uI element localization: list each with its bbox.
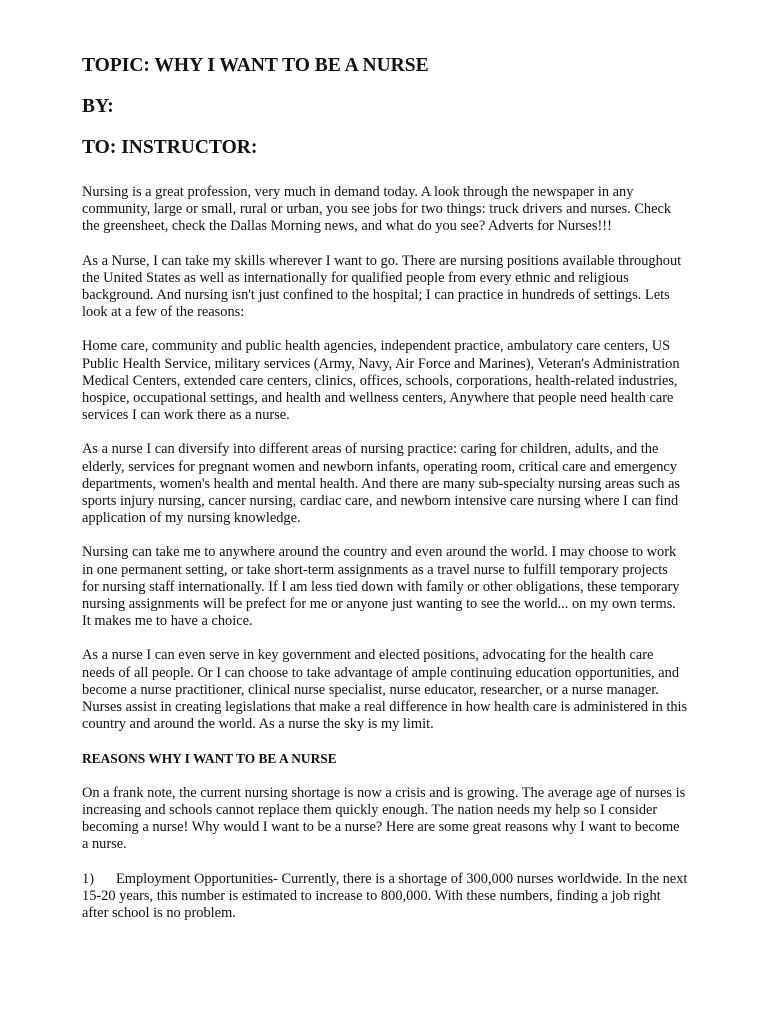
list-item <box>82 871 688 923</box>
paragraph-travel: Nursing can take me to anywhere around the country and even around the world. I may choose to work in one permanent setting, or take short-term assignments as a travel nurse to fulfill temporary projects for nursing staff internationally. If I am less tied down with family or other obligations, these temporary nursing assignments will be prefect for me or anyone just wanting to see the world... on my own terms. It makes me to have a choice. <box>82 544 680 630</box>
paragraph-government: As a nurse I can even serve in key government and elected positions, advocating for the health care needs of all people. Or I can choose to take advantage of ample continuing education opportunities, and become a nurse practitioner, clinical nurse specialist, nurse educator, researcher, or a nurse manager. Nurses assist in creating legislations that make a real difference in how health care is administered in this country and around the world. As a nurse the sky is my limit. <box>82 647 688 733</box>
topic-heading: TOPIC: WHY I WANT TO BE A NURSE <box>82 55 429 76</box>
author-heading: BY: <box>82 96 114 117</box>
paragraph-diversify: As a nurse I can diversify into different areas of nursing practice: caring for children, adults, and the elderly, services for pregnant women and newborn infants, operating room, critical care and emergency departments, women's health and mental health. And there are many sub-specialty nursing areas such as sports injury nursing, cancer nursing, cardiac care, and newborn intensive care nursing where I can find application of my nursing knowledge. <box>82 441 681 527</box>
paragraph-skills: As a Nurse, I can take my skills wherever I want to go. There are nursing positions available throughout the United States as well as internationally for qualified people from every ethnic and religious background. And nursing isn't just confined to the hospital; I can practice in hundreds of settings. Lets look at a few of the reasons: <box>82 252 682 321</box>
paragraph-settings: Home care, community and public health agencies, independent practice, ambulatory care centers, US Public Health Service, military services (Army, Navy, Air Force and Marines), Veteran's Administration Medical Centers, extended care centers, clinics, offices, schools, corporations, health-related industries, hospice, occupational settings, and health and wellness centers, Anywhere that people need health care services I can work there as a nurse. <box>82 338 680 424</box>
list-item-number: 1) <box>82 870 94 887</box>
instructor-heading: TO: INSTRUCTOR: <box>82 137 258 158</box>
reasons-heading: REASONS WHY I WANT TO BE A NURSE <box>82 751 337 767</box>
paragraph-reasons-intro: On a frank note, the current nursing shortage is now a crisis and is growing. The average age of nurses is increasing and schools cannot replace them quickly enough. The nation needs my help so I consider becoming a nurse! Why would I want to be a nurse? Here are some great reasons why I want to become a nurse. <box>82 784 686 853</box>
list-item-text: Employment Opportunities- Currently, there is a shortage of 300,000 nurses worldwide. In the next 15-20 years, this number is estimated to increase to 800,000. With these numbers, finding a job right after school is no problem. <box>82 870 688 921</box>
paragraph-intro: Nursing is a great profession, very much in demand today. A look through the newspaper in any community, large or small, rural or urban, you see jobs for two things: truck drivers and nurses. Check the greensheet, check the Dallas Morning news, and what do you see? Adverts for Nurses!!! <box>82 184 672 235</box>
document-page <box>82 52 688 922</box>
